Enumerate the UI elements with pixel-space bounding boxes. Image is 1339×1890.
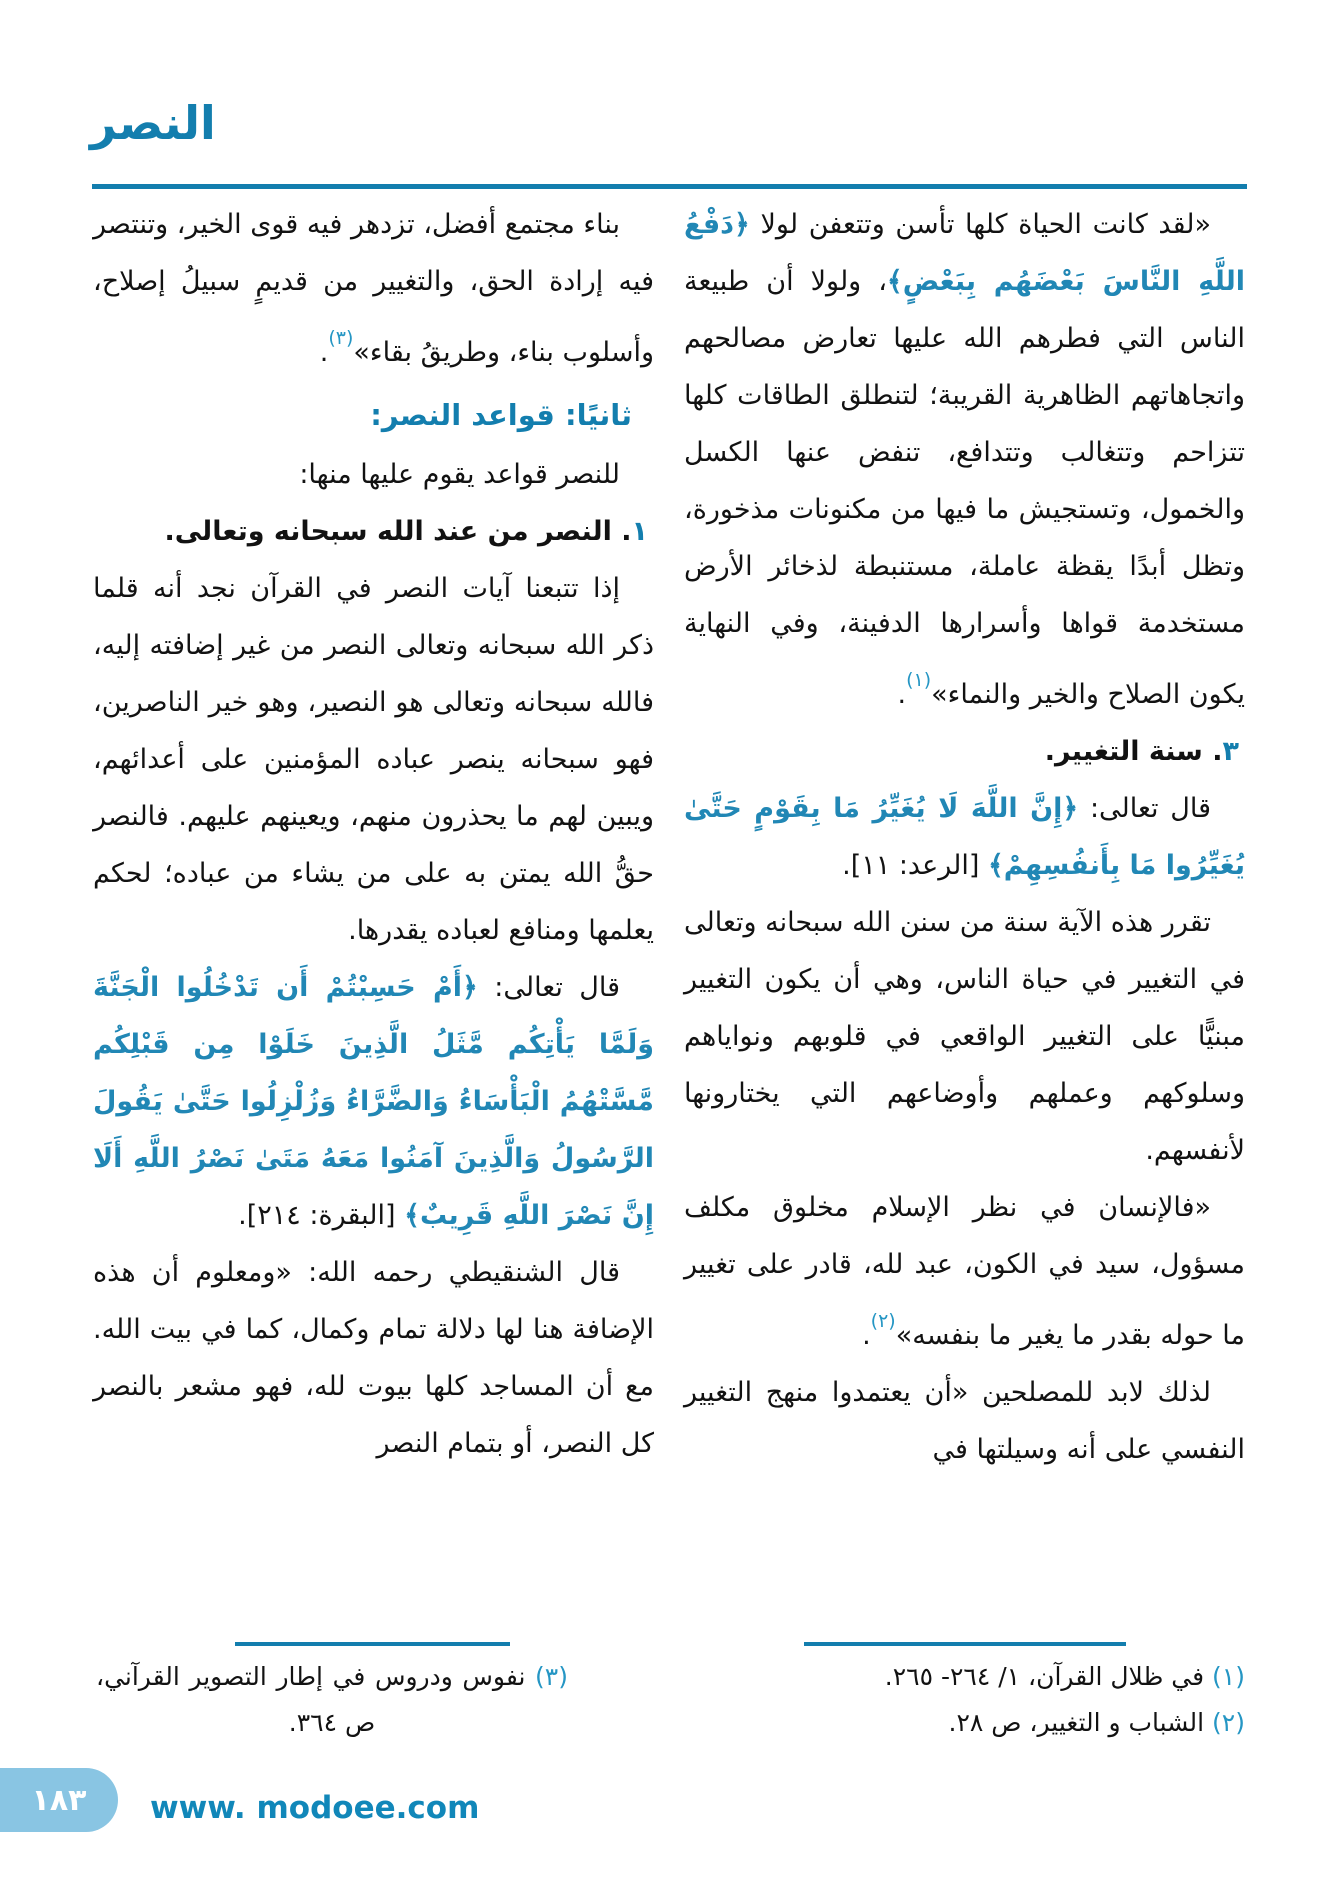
footnote-list bbox=[684, 1654, 1245, 1746]
paragraph bbox=[93, 196, 654, 381]
footnote-marker: (٢) bbox=[1212, 1708, 1245, 1737]
text-run: بناء مجتمع أفضل، تزدهر فيه قوى الخير، وتنتصر فيه إرادة الحق، والتغيير من قديمٍ سبيلُ إصلاح، وأسلوب بناء، وطريقُ بقاء» bbox=[93, 209, 654, 369]
paragraph bbox=[93, 560, 654, 959]
paragraph bbox=[684, 1364, 1245, 1478]
paragraph bbox=[684, 196, 1245, 723]
section-heading bbox=[93, 387, 654, 444]
header-rule bbox=[92, 184, 1247, 189]
paragraph bbox=[684, 894, 1245, 1179]
footnote-item bbox=[684, 1700, 1245, 1746]
footnotes-right bbox=[684, 1642, 1245, 1746]
quran-verse: ﴿أَمْ حَسِبْتُمْ أَن تَدْخُلُوا الْجَنَّةَ وَلَمَّا يَأْتِكُم مَّثَلُ الَّذِينَ خَلَوْا مِن قَبْلِكُم مَّسَّتْهُمُ الْبَأْسَاءُ وَالضَّرَّاءُ وَزُلْزِلُوا حَتَّىٰ يَقُولَ الرَّسُولُ وَالَّذِينَ آمَنُوا مَعَهُ مَتَىٰ نَصْرُ اللَّهِ أَلَا إِنَّ نَصْرَ اللَّهِ قَرِيبٌ﴾ bbox=[93, 972, 654, 1232]
footnote-text: نفوس ودروس في إطار التصوير القرآني، ص ٣٦٤. bbox=[96, 1662, 536, 1737]
quran-verse: ﴿إِنَّ اللَّهَ لَا يُغَيِّرُ مَا بِقَوْمٍ حَتَّىٰ يُغَيِّرُوا مَا بِأَنفُسِهِمْ﴾ bbox=[684, 793, 1245, 882]
heading-number: ١ bbox=[631, 516, 648, 548]
subsection-heading bbox=[93, 503, 654, 560]
text-run: «لقد كانت الحياة كلها تأسن وتتعفن لولا bbox=[749, 209, 1211, 240]
text-run: قال الشنقيطي رحمه الله: «ومعلوم أن هذه الإضافة هنا لها دلالة تمام وكمال، كما في بيت الله. مع أن المساجد كلها بيوت لله، فهو مشعر بالنصر كل النصر، أو بتمام النصر bbox=[93, 1257, 654, 1460]
text-run: ، ولولا أن طبيعة الناس التي فطرهم الله عليها تعارض مصالحهم واتجاهاتهم الظاهرية القريبة؛ لتنطلق الطاقات كلها تتزاحم وتتغالب وتتدافع، تنفض عنها الكسل والخمول، وتستجيش ما فيها من مكنونات مذخورة، وتظل أبدًا يقظة عاملة، مستنبطة لذخائر الأرض مستخدمة قواها وأسرارها الدفينة، وفي النهاية يكون الصلاح والخير والنماء» bbox=[684, 266, 1245, 711]
paragraph bbox=[93, 446, 654, 503]
footnote-list bbox=[92, 1654, 653, 1746]
page-number-badge bbox=[0, 1768, 118, 1832]
text-run: لذلك لابد للمصلحين «أن يعتمدوا منهج التغيير النفسي على أنه وسيلتها في bbox=[684, 1377, 1245, 1466]
footnote-marker: (١) bbox=[1212, 1662, 1245, 1691]
heading-number: ٣ bbox=[1222, 736, 1239, 768]
text-run: . bbox=[897, 679, 907, 711]
text-run: قال تعالى: bbox=[477, 972, 620, 1004]
text-run: للنصر قواعد يقوم عليها منها: bbox=[299, 459, 620, 491]
footnote-item bbox=[96, 1654, 568, 1746]
footnote-text: في ظلال القرآن، ١/ ٢٦٤- ٢٦٥. bbox=[884, 1662, 1213, 1691]
footnote-ref: (١) bbox=[906, 669, 932, 691]
footnotes-left bbox=[92, 1642, 653, 1746]
quran-verse: ﴿دَفْعُ اللَّهِ النَّاسَ بَعْضَهُم بِبَعْضٍ﴾ bbox=[684, 209, 1245, 297]
text-run: ثانيًا: قواعد النصر: bbox=[370, 398, 632, 433]
column-right bbox=[684, 196, 1245, 1642]
text-run: . سنة التغيير. bbox=[1044, 736, 1223, 768]
column-left bbox=[93, 196, 654, 1642]
subsection-heading bbox=[684, 723, 1245, 780]
footnote-separator bbox=[804, 1642, 1126, 1646]
text-run: قال تعالى: bbox=[1078, 793, 1211, 825]
website-url: www. modoee.com bbox=[150, 1790, 480, 1826]
text-run: [البقرة: ٢١٤]. bbox=[238, 1200, 405, 1232]
footnote-separator bbox=[235, 1642, 510, 1646]
footnote-item bbox=[684, 1654, 1245, 1700]
paragraph bbox=[684, 1179, 1245, 1364]
text-run: . bbox=[862, 1320, 871, 1352]
page-header-title: النصر bbox=[90, 96, 216, 150]
footnote-text: الشباب و التغيير، ص ٢٨. bbox=[948, 1708, 1213, 1737]
paragraph bbox=[93, 1244, 654, 1472]
footnote-ref: (٢) bbox=[870, 1310, 896, 1333]
page-number: ١٨٣ bbox=[31, 1782, 87, 1818]
text-run: إذا تتبعنا آيات النصر في القرآن نجد أنه قلما ذكر الله سبحانه وتعالى النصر من غير إضافته إليه، فالله سبحانه وتعالى هو النصير، وهو خير الناصرين، فهو سبحانه ينصر عباده المؤمنين على أعدائهم، ويبين لهم ما يحذرون منهم، ويعينهم عليهم. فالنصر حقُّ الله يمتن به على من يشاء من عباده؛ لحكم يعلمها ومنافع لعباده يقدرها. bbox=[93, 573, 654, 947]
text-run: . النصر من عند الله سبحانه وتعالى. bbox=[164, 516, 632, 548]
paragraph bbox=[93, 959, 654, 1244]
text-columns bbox=[92, 196, 1245, 1642]
text-run: [الرعد: ١١]. bbox=[842, 850, 988, 882]
paragraph bbox=[684, 780, 1245, 894]
text-run: . bbox=[319, 337, 329, 369]
footnote-ref: (٣) bbox=[328, 327, 354, 349]
footnote-marker: (٣) bbox=[535, 1662, 568, 1691]
text-run: «فالإنسان في نظر الإسلام مخلوق مكلف مسؤول، سيد في الكون، عبد لله، قادر على تغيير ما حوله بقدر ما يغير ما بنفسه» bbox=[684, 1192, 1245, 1352]
text-run: تقرر هذه الآية سنة من سنن الله سبحانه وتعالى في التغيير في حياة الناس، وهي أن يكون التغيير مبنيًّا على التغيير الواقعي في قلوبهم ونواياهم وسلوكهم وعملهم وأوضاعهم التي يختارونها لأنفسهم. bbox=[684, 907, 1245, 1167]
